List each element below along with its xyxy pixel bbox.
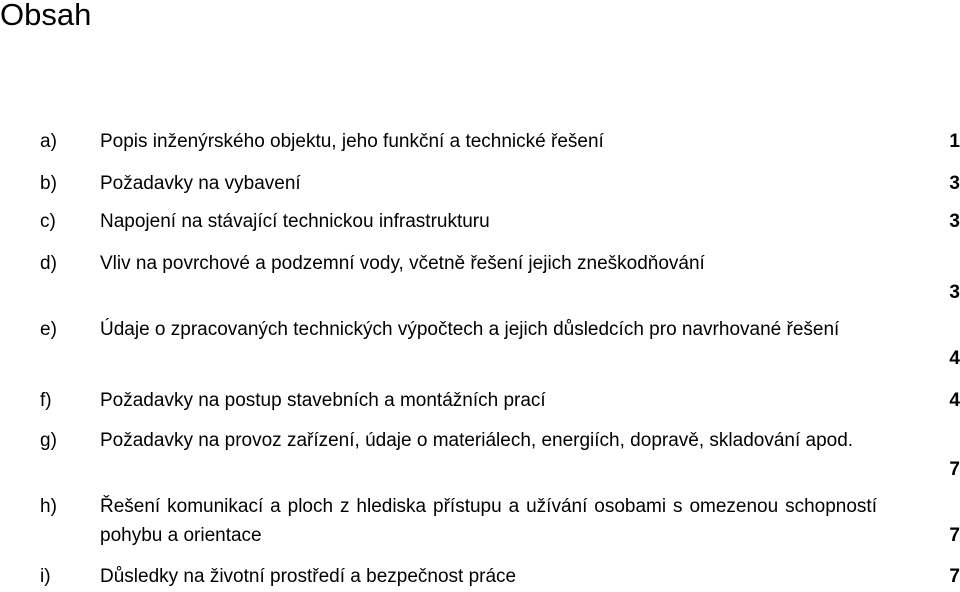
toc-page-number: 7	[949, 566, 960, 587]
toc-text: Důsledky na životní prostředí a bezpečnost práce	[100, 566, 517, 587]
toc-letter: f)	[40, 390, 52, 411]
toc-letter: d)	[40, 253, 57, 274]
toc-page-number: 7	[949, 525, 960, 546]
toc-text: Údaje o zpracovaných technických výpočtech a jejich důsledcích pro navrhované řešení	[100, 319, 840, 340]
toc-page-number: 3	[949, 173, 960, 194]
toc-letter: e)	[40, 319, 57, 340]
toc-text: Napojení na stávající technickou infrastrukturu	[100, 211, 490, 232]
toc-text: Řešení komunikací a ploch z hlediska přístupu a užívání osobami s omezenou schopností pohybu a orientace	[100, 496, 877, 546]
toc-letter: b)	[40, 173, 57, 194]
toc-text: Popis inženýrského objektu, jeho funkční a technické řešení	[100, 131, 604, 152]
table-of-contents	[40, 0, 960, 592]
toc-letter: i)	[40, 566, 51, 587]
toc-page-number: 3	[949, 282, 960, 303]
toc-text: Požadavky na postup stavebních a montážních prací	[100, 390, 546, 411]
toc-page-number: 4	[949, 348, 960, 369]
toc-page-number: 4	[949, 390, 960, 411]
toc-text: Požadavky na provoz zařízení, údaje o materiálech, energiích, dopravě, skladování apod.	[100, 430, 854, 451]
toc-letter: c)	[40, 211, 56, 232]
toc-text: Vliv na povrchové a podzemní vody, včetně řešení jejich zneškodňování	[100, 253, 705, 274]
toc-page-number: 3	[949, 211, 960, 232]
toc-page-number: 7	[949, 459, 960, 480]
toc-letter: h)	[40, 496, 57, 517]
toc-letter: a)	[40, 131, 57, 152]
page-title: Obsah	[0, 0, 92, 32]
toc-letter: g)	[40, 430, 57, 451]
toc-text: Požadavky na vybavení	[100, 173, 301, 194]
toc-page-number: 1	[949, 131, 960, 152]
